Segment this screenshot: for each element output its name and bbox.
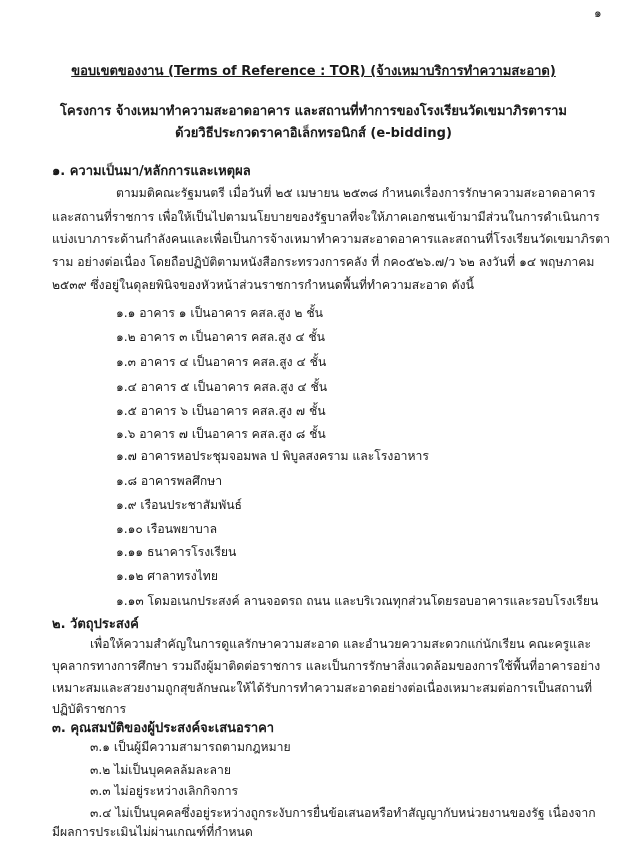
qualification-item: ๓.๑ เป็นผู้มีความสามารถตามกฎหมาย	[90, 740, 291, 754]
section-1-paragraph-line: ตามมติคณะรัฐมนตรี เมื่อวันที่ ๒๕ เมษายน ๒๕๓๘ กำหนดเรื่องการรักษาความสะอาดอาคาร	[116, 186, 596, 200]
section-1-heading: ๑. ความเป็นมา/หลักการและเหตุผล	[52, 164, 251, 179]
section-2-paragraph-line: ปฏิบัติราชการ	[52, 702, 126, 716]
building-list-item: ๑.๖ อาคาร ๗ เป็นอาคาร คสล.สูง ๘ ชั้น	[116, 427, 326, 441]
building-list-item: ๑.๓ อาคาร ๔ เป็นอาคาร คสล.สูง ๔ ชั้น	[116, 355, 327, 369]
building-list-item: ๑.๔ อาคาร ๕ เป็นอาคาร คสล.สูง ๔ ชั้น	[116, 380, 328, 394]
section-1-paragraph-line: ราม อย่างต่อเนื่อง โดยถือปฏิบัติตามหนังสือกระทรวงการคลัง ที่ กค๐๕๒๖.๗/ว ๖๒ ลงวันที่ ๑๔ พฤษภาคม	[52, 255, 595, 269]
qualification-item: ๓.๒ ไม่เป็นบุคคลล้มละลาย	[90, 763, 231, 777]
building-list-item: ๑.๑๐ เรือนพยาบาล	[116, 522, 218, 536]
section-2-heading: ๒. วัตถุประสงค์	[52, 617, 139, 632]
qualification-item: ๓.๓ ไม่อยู่ระหว่างเลิกกิจการ	[90, 784, 239, 798]
qualification-item-continuation: มีผลการประเมินไม่ผ่านเกณฑ์ที่กำหนด	[52, 825, 253, 839]
section-1-paragraph-line: และสถานที่ราชการ เพื่อให้เป็นไปตามนโยบายของรัฐบาลที่จะให้ภาคเอกชนเข้ามามีส่วนในการดำเนินการ	[52, 210, 600, 224]
section-1-paragraph-line: ๒๕๓๙ ซึ่งอยู่ในดุลยพินิจของหัวหน้าส่วนราชการกำหนดพื้นที่ทำความสะอาด ดังนี้	[52, 278, 474, 292]
section-2-paragraph-line: เหมาะสมและสวยงามถูกสุขลักษณะให้ได้รับการทำความสะอาดอย่างต่อเนื่องเหมาะสมต่อการเป็นสถานที่	[52, 681, 592, 695]
building-list-item: ๑.๑๓ โดมอเนกประสงค์ ลานจอดรถ ถนน และบริเวณทุกส่วนโดยรอบอาคารและรอบโรงเรียน	[116, 594, 599, 608]
section-2-paragraph-line: บุคลากรทางการศึกษา รวมถึงผู้มาติดต่อราชการ และเป็นการรักษาสิ่งแวดล้อมของการใช้พื้นที่อาคารอย่าง	[52, 659, 601, 673]
building-list-item: ๑.๗ อาคารหอประชุมจอมพล ป พิบูลสงคราม และโรงอาหาร	[116, 449, 429, 463]
page-number: ๑	[594, 6, 602, 20]
building-list-item: ๑.๑ อาคาร ๑ เป็นอาคาร คสล.สูง ๒ ชั้น	[116, 306, 323, 320]
building-list-item: ๑.๕ อาคาร ๖ เป็นอาคาร คสล.สูง ๗ ชั้น	[116, 404, 326, 418]
project-title-line-1: โครงการ จ้างเหมาทำความสะอาดอาคาร และสถานที่ทำการของโรงเรียนวัดเขมาภิรตาราม	[60, 104, 567, 119]
document-title: ขอบเขตของงาน (Terms of Reference : TOR) (จ้างเหมาบริการทำความสะอาด)	[71, 64, 556, 79]
section-2-paragraph-line: เพื่อให้ความสำคัญในการดูแลรักษาความสะอาด และอำนวยความสะดวกแก่นักเรียน คณะครูและ	[90, 637, 592, 651]
building-list-item: ๑.๑๒ ศาลาทรงไทย	[116, 569, 218, 583]
section-1-paragraph-line: แบ่งเบาภาระด้านกำลังคนและเพื่อเป็นการจ้างเหมาทำความสะอาดอาคารและสถานที่โรงเรียนวัดเขมาภิรตา	[52, 232, 610, 246]
qualification-item: ๓.๔ ไม่เป็นบุคคลซึ่งอยู่ระหว่างถูกระงับการยื่นข้อเสนอหรือทำสัญญากับหน่วยงานของรัฐ เนื่องจาก	[90, 806, 596, 820]
building-list-item: ๑.๘ อาคารพลศึกษา	[116, 474, 223, 488]
building-list-item: ๑.๑๑ ธนาคารโรงเรียน	[116, 545, 237, 559]
building-list-item: ๑.๒ อาคาร ๓ เป็นอาคาร คสล.สูง ๔ ชั้น	[116, 330, 326, 344]
building-list-item: ๑.๙ เรือนประชาสัมพันธ์	[116, 498, 242, 512]
section-3-heading: ๓. คุณสมบัติของผู้ประสงค์จะเสนอราคา	[52, 721, 275, 736]
project-title-line-2: ด้วยวิธีประกวดราคาอิเล็กทรอนิกส์ (e-bidding)	[175, 126, 452, 141]
